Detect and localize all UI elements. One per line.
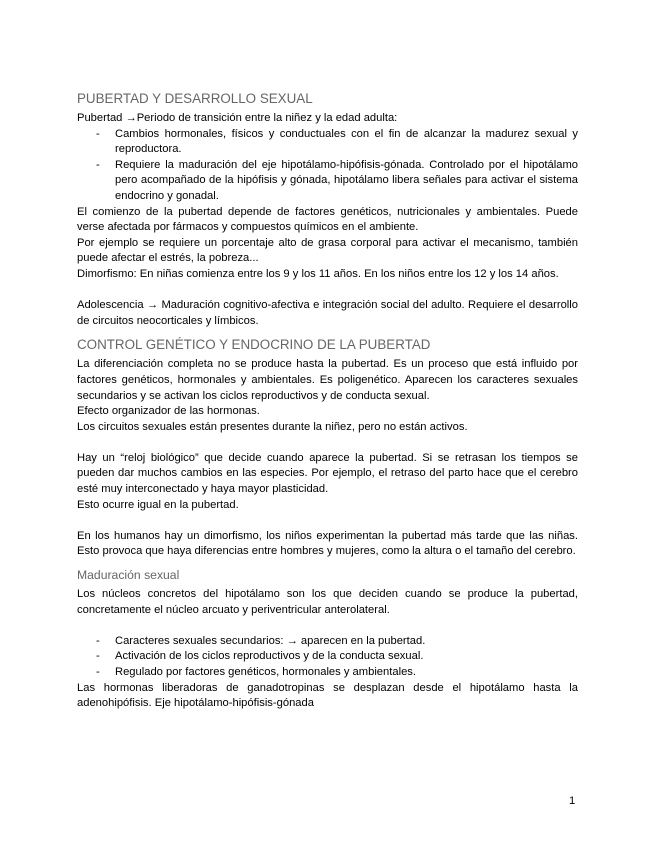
paragraph: Adolescencia → Maduración cognitivo-afectiva e integración social del adulto. Requiere el desarrollo de circuitos neocorticales y límbicos. — [77, 299, 578, 327]
paragraph: Hay un “reloj biológico” que decide cuando aparece la pubertad. Si se retrasan los tiempos se pueden dar muchos cambios en las especies. Por ejemplo, el retraso del parto hace que el cerebro esté muy interconectado y haya mayor plasticidad. — [77, 451, 578, 496]
bullet-dash: - — [96, 158, 100, 171]
list-item — [77, 649, 578, 665]
section-title-control: CONTROL GENÉTICO Y ENDOCRINO DE LA PUBERTAD — [77, 337, 431, 353]
paragraph: Los circuitos sexuales están presentes durante la niñez, pero no están activos. — [77, 420, 468, 433]
list-item-text: Caracteres sexuales secundarios: → aparecen en la pubertad. — [115, 634, 426, 647]
paragraph: Esto ocurre igual en la pubertad. — [77, 498, 239, 511]
bullet-dash: - — [96, 127, 100, 140]
paragraph: Efecto organizador de las hormonas. — [77, 405, 260, 418]
bullet-list — [77, 634, 578, 681]
paragraph: La diferenciación completa no se produce hasta la pubertad. Es un proceso que está influido por factores genéticos, hormonales y ambientales. Es poligenético. Aparecen los caracteres sexuales secundarios y se activan los ciclos reproductivos y de conducta sexual. — [77, 358, 578, 402]
bullet-dash: - — [96, 650, 100, 663]
paragraph: Pubertad →Periodo de transición entre la niñez y la edad adulta: — [77, 112, 398, 124]
paragraph: En los humanos hay un dimorfismo, los niños experimentan la pubertad más tarde que las niñas. Esto provoca que haya diferencias entre hombres y mujeres, como la altura o el tamaño del cerebro. — [77, 529, 578, 558]
bullet-dash: - — [96, 666, 100, 678]
bullet-list — [77, 127, 578, 205]
list-item-text: Regulado por factores genéticos, hormonales y ambientales. — [115, 666, 416, 678]
subsection-title-maduracion: Maduración sexual — [77, 568, 180, 583]
paragraph: Las hormonas liberadoras de ganadotropinas se desplazan desde el hipotálamo hasta la adenohipófisis. Eje hipotálamo-hipófisis-gónada — [77, 681, 578, 710]
list-item-text: Requiere la maduración del eje hipotálamo-hipófisis-gónada. Controlado por el hipotálamo pero acompañado de la hipófisis y gónada, hipotálamo libera señales para activar el sistema endocrino y gonadal. — [115, 158, 578, 202]
paragraph: El comienzo de la pubertad depende de factores genéticos, nutricionales y ambientales. Puede verse afectada por fármacos y compuestos químicos en el ambiente. — [77, 205, 578, 234]
list-item-text: Activación de los ciclos reproductivos y de la conducta sexual. — [115, 650, 424, 663]
list-item — [77, 158, 578, 205]
list-item-text: Cambios hormonales, físicos y conductuales con el fin de alcanzar la madurez sexual y reproductora. — [115, 127, 578, 156]
paragraph: Dimorfismo: En niñas comienza entre los 9 y los 11 años. En los niños entre los 12 y los 14 años. — [77, 267, 559, 280]
list-item — [77, 634, 578, 650]
list-item — [77, 127, 578, 158]
bullet-dash: - — [96, 634, 100, 647]
paragraph: Por ejemplo se requiere un porcentaje alto de grasa corporal para activar el mecanismo, también puede afectar el estrés, la pobreza... — [77, 236, 578, 265]
document-page — [77, 0, 578, 712]
section-title-pubertad: PUBERTAD Y DESARROLLO SEXUAL — [77, 91, 313, 106]
list-item — [77, 665, 578, 681]
page-number: 1 — [569, 795, 576, 807]
paragraph: Los núcleos concretos del hipotálamo son los que deciden cuando se produce la pubertad, concretamente el núcleo arcuato y periventricular anterolateral. — [77, 588, 578, 616]
